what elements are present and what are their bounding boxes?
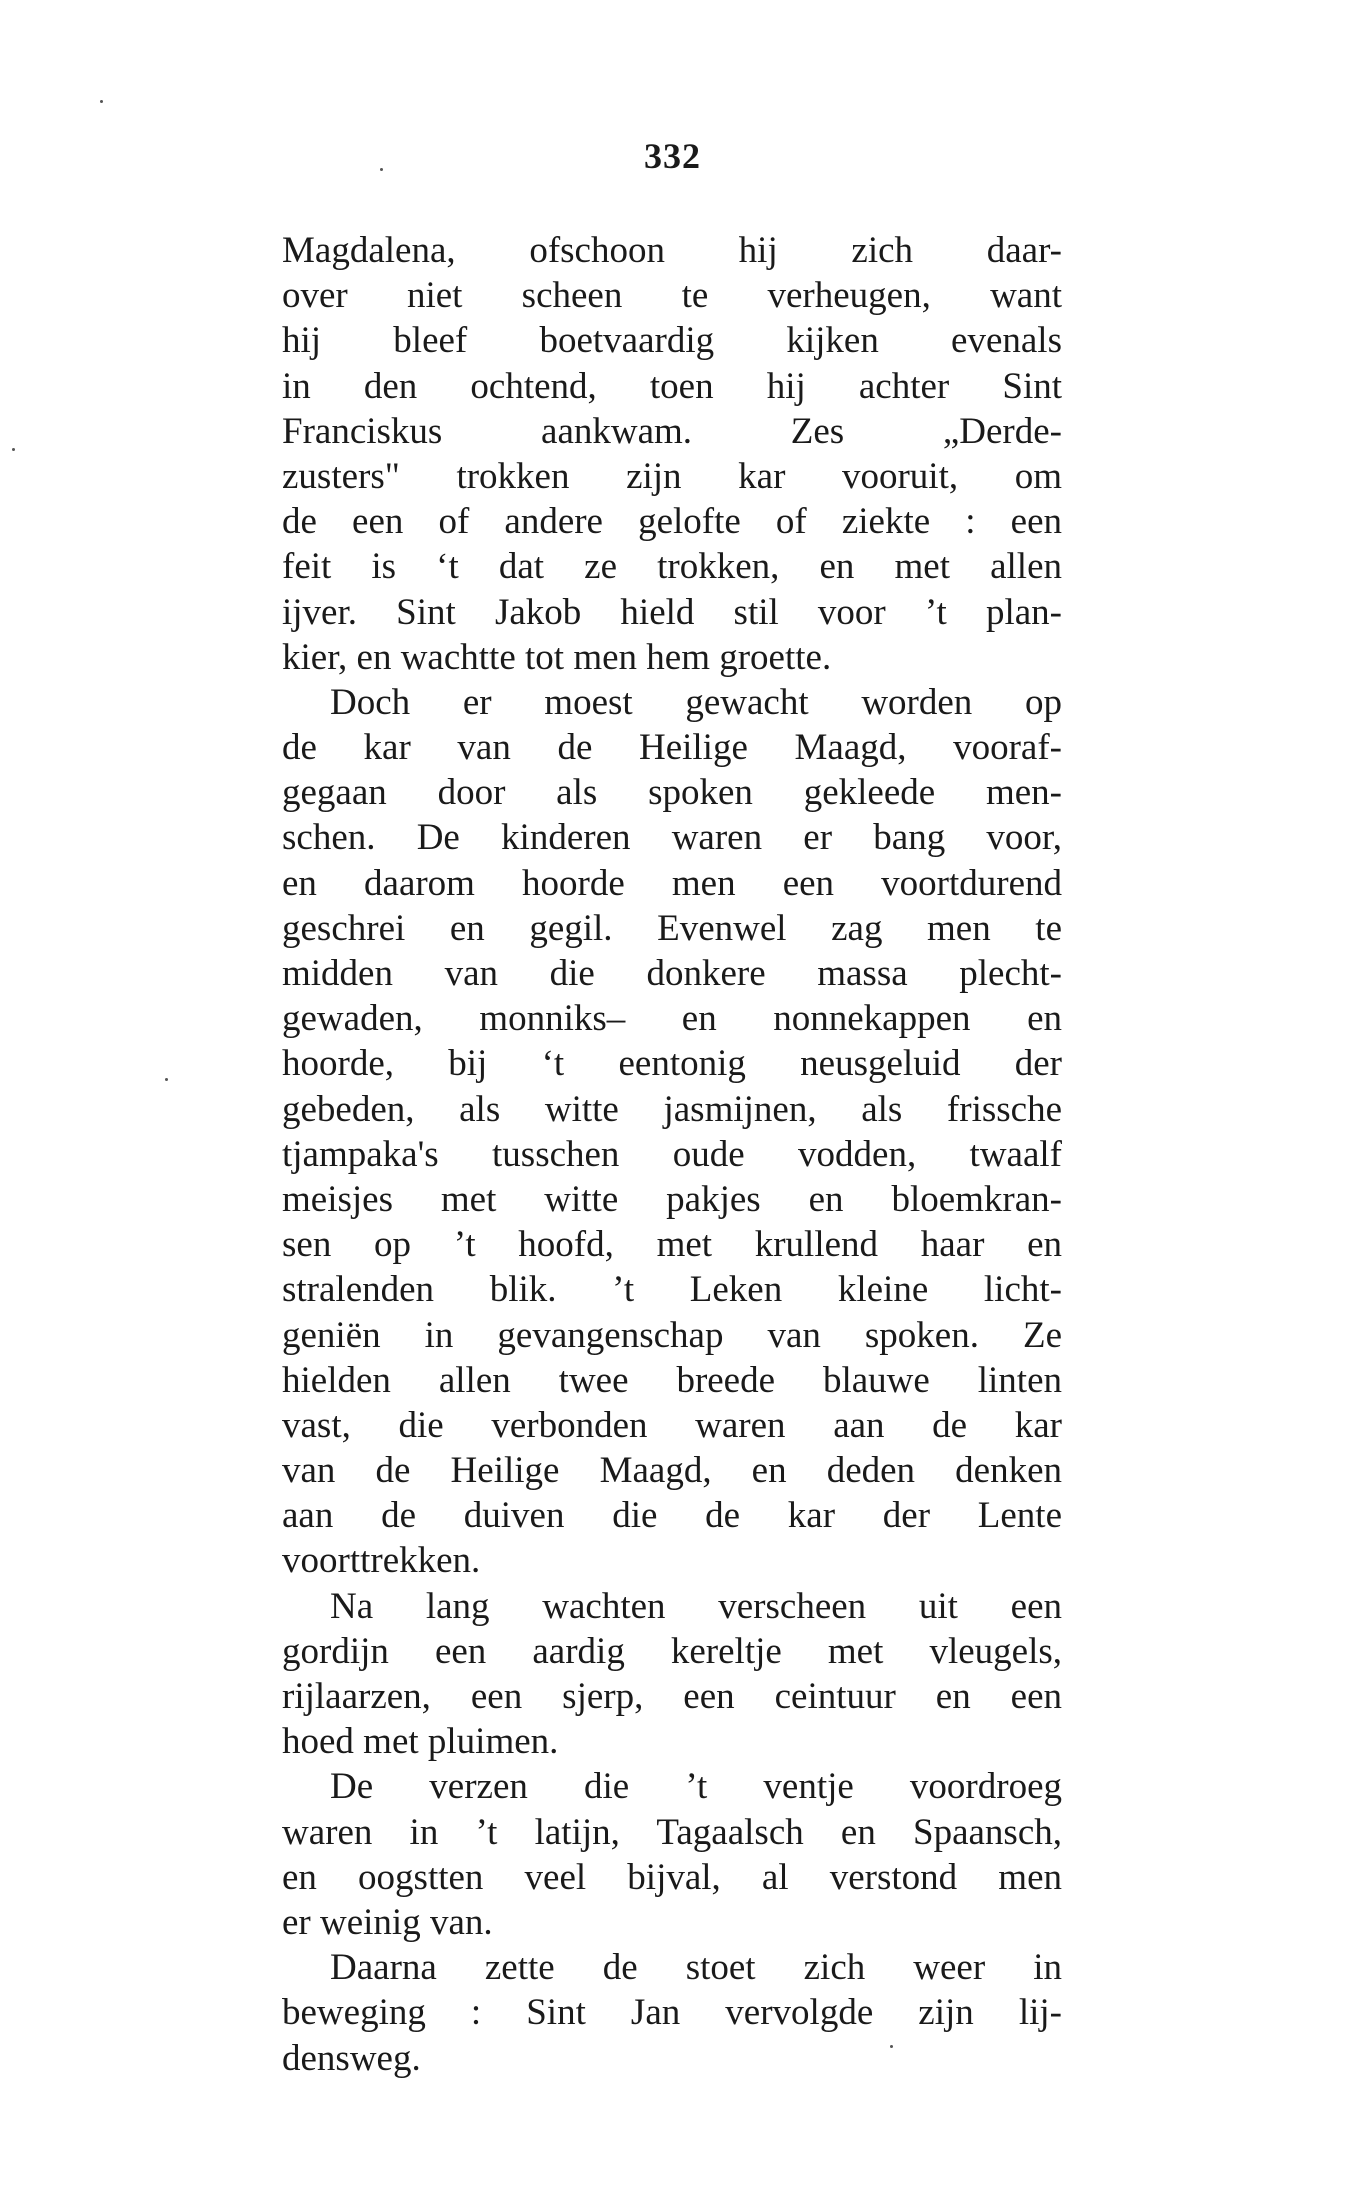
text-line: er weinig van. [282, 1901, 493, 1943]
text-line: de een of andere gelofte of ziekte : een [282, 501, 1062, 543]
text-line: beweging : Sint Jan vervolgde zijn lij- [282, 1992, 1062, 2034]
text-line: hoorde, bij ‘t eentonig neusgeluid der [282, 1043, 1062, 1085]
text-line: feit is ‘t dat ze trokken, en met allen [282, 546, 1062, 588]
page-number: 332 [644, 136, 701, 176]
text-line: vast, die verbonden waren aan de kar [282, 1404, 1062, 1446]
text-line: de kar van de Heilige Maagd, vooraf- [282, 727, 1062, 769]
text-line: gebeden, als witte jasmijnen, als frissche [282, 1088, 1062, 1130]
text-line: stralenden blik. ’t Leken kleine licht- [282, 1269, 1062, 1311]
text-line: tjampaka's tusschen oude vodden, twaalf [282, 1133, 1062, 1175]
text-line: meisjes met witte pakjes en bloemkran- [282, 1178, 1062, 1220]
text-line: Franciskus aankwam. Zes „Derde- [282, 410, 1062, 452]
text-line: voorttrekken. [282, 1540, 481, 1582]
print-speck [380, 168, 383, 171]
text-line: en daarom hoorde men een voortdurend [282, 862, 1062, 904]
text-line: De verzen die ’t ventje voordroeg [330, 1766, 1062, 1808]
text-line: sen op ’t hoofd, met krullend haar en [282, 1224, 1062, 1266]
text-line: gewaden, monniks– en nonnekappen en [282, 998, 1062, 1040]
text-line: Doch er moest gewacht worden op [330, 681, 1062, 723]
text-line: Daarna zette de stoet zich weer in [330, 1947, 1062, 1989]
text-line: geschrei en gegil. Evenwel zag men te [282, 907, 1062, 949]
text-line: en oogstten veel bijval, al verstond men [282, 1856, 1062, 1898]
print-speck [890, 2045, 893, 2048]
text-line: van de Heilige Maagd, en deden denken [282, 1450, 1062, 1492]
text-line: rijlaarzen, een sjerp, een ceintuur en een [282, 1676, 1062, 1717]
text-line: aan de duiven die de kar der Lente [282, 1495, 1062, 1537]
text-line: over niet scheen te verheugen, want [282, 275, 1062, 317]
text-line: gordijn een aardig kereltje met vleugels, [282, 1630, 1062, 1672]
text-line: schen. De kinderen waren er bang voor, [282, 817, 1062, 859]
text-line: midden van die donkere massa plecht- [282, 953, 1062, 994]
text-line: densweg. [282, 2037, 421, 2079]
text-line: in den ochtend, toen hij achter Sint [282, 365, 1062, 407]
text-line: gegaan door als spoken gekleede men- [282, 772, 1062, 814]
text-line: geniën in gevangenschap van spoken. Ze [282, 1314, 1062, 1356]
print-speck [165, 1078, 168, 1081]
text-line: ijver. Sint Jakob hield stil voor ’t plan- [282, 591, 1062, 633]
text-line: waren in ’t latijn, Tagaalsch en Spaansch, [282, 1811, 1062, 1853]
text-line: kier, en wachtte tot men hem groette. [282, 636, 832, 678]
text-line: zusters" trokken zijn kar vooruit, om [282, 455, 1062, 497]
text-line: Na lang wachten verscheen uit een [330, 1585, 1062, 1627]
text-line: hij bleef boetvaardig kijken evenals [282, 320, 1062, 362]
text-line: hielden allen twee breede blauwe linten [282, 1359, 1062, 1401]
body-text [282, 228, 1062, 2081]
print-speck [12, 448, 15, 451]
text-line: Magdalena, ofschoon hij zich daar- [282, 230, 1062, 271]
text-line: hoed met pluimen. [282, 1721, 559, 1763]
print-speck [100, 100, 103, 103]
